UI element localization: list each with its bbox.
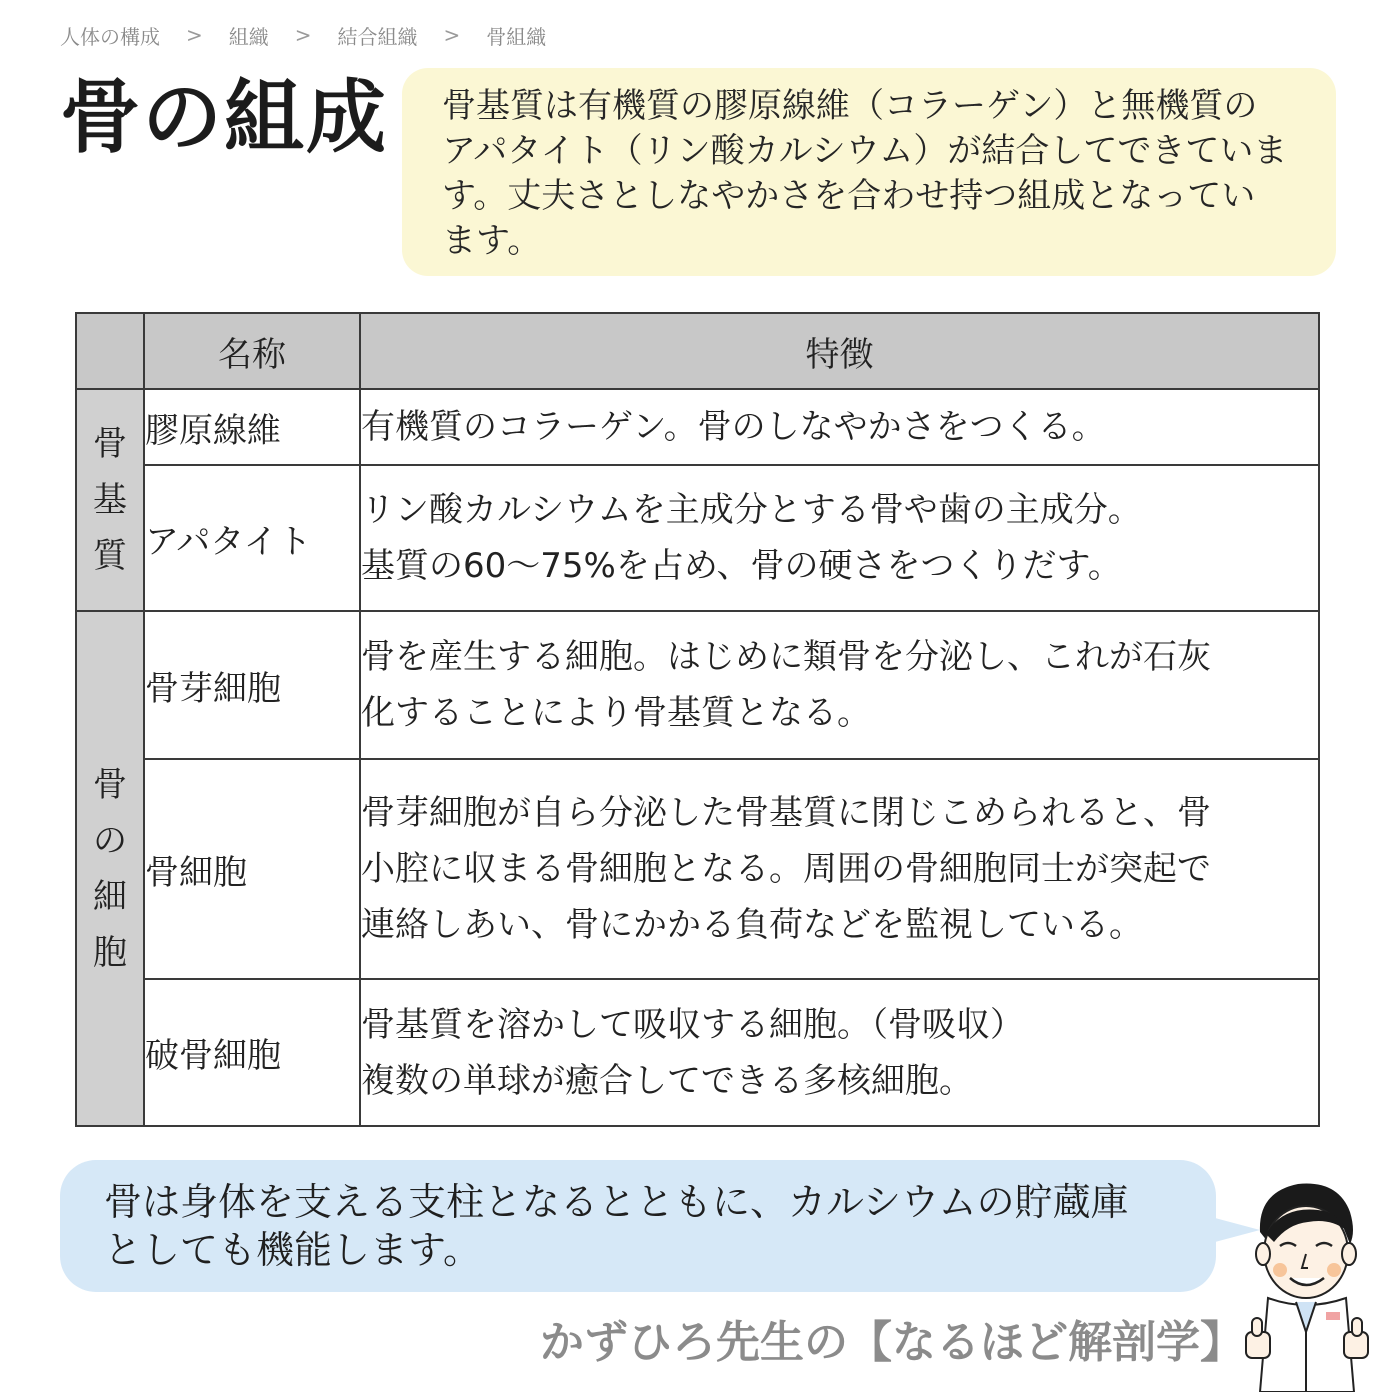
feature-line: 小腔に収まる骨細胞となる。周囲の骨細胞同士が突起で (361, 849, 1211, 889)
group-label-text: 骨の細胞 (93, 764, 127, 973)
table-row (76, 389, 1319, 465)
table-row (76, 611, 1319, 759)
footer-brand: かずひろ先生の【なるほど解剖学】 (540, 1317, 1244, 1368)
feature-line: 化することにより骨基質となる。 (361, 693, 871, 733)
breadcrumb-separator: > (186, 23, 203, 47)
row-name: 骨芽細胞 (144, 611, 360, 759)
row-name: 骨細胞 (144, 759, 360, 979)
feature-line: 骨基質を溶かして吸収する細胞。（骨吸収） (361, 1004, 1024, 1045)
row-feature (360, 611, 1319, 759)
row-feature (360, 389, 1319, 465)
group-label-text: 骨基質 (93, 424, 127, 576)
row-feature (360, 465, 1319, 611)
feature-line: 骨を産生する細胞。はじめに類骨を分泌し、これが石灰 (361, 637, 1211, 677)
header-group-cell (76, 313, 144, 389)
row-feature (360, 979, 1319, 1126)
group-label-bone-cells (76, 611, 144, 1126)
breadcrumb-item-tissue[interactable]: 組織 (228, 24, 269, 49)
header-feature: 特徴 (360, 313, 1319, 389)
note-line: としても機能します。 (104, 1228, 481, 1272)
feature-line: 複数の単球が癒合してできる多核細胞。 (361, 1060, 973, 1101)
group-label-bone-matrix (76, 389, 144, 611)
table-header-row (76, 313, 1319, 389)
table-row (76, 759, 1319, 979)
breadcrumb-item-body-structure[interactable]: 人体の構成 (60, 24, 160, 49)
composition-table-wrap (75, 312, 1320, 1127)
page-title: 骨の組成 (60, 71, 388, 164)
intro-line: 骨基質は有機質の膠原線維（コラーゲン）と無機質の (442, 86, 1258, 126)
intro-box (402, 68, 1336, 276)
breadcrumb-separator: > (294, 23, 312, 47)
row-name: 破骨細胞 (144, 979, 360, 1126)
row-name: 膠原線維 (144, 389, 360, 465)
feature-line: リン酸カルシウムを主成分とする骨や歯の主成分。 (361, 490, 1142, 530)
feature-line: 基質の60〜75%を占め、骨の硬さをつくりだす。 (361, 546, 1122, 586)
table-row (76, 465, 1319, 611)
feature-line: 連絡しあい、骨にかかる負荷などを監視している。 (361, 905, 1143, 945)
feature-line: 有機質のコラーゲン。骨のしなやかさをつくる。 (361, 407, 1106, 447)
row-name: アパタイト (144, 465, 360, 611)
breadcrumb-item-connective-tissue[interactable]: 結合組織 (337, 24, 418, 49)
intro-line: ます。 (442, 221, 542, 261)
speech-bubble-note (60, 1160, 1216, 1292)
breadcrumb-item-bone-tissue[interactable]: 骨組織 (486, 24, 547, 49)
composition-table (75, 312, 1320, 1127)
feature-line: 骨芽細胞が自ら分泌した骨基質に閉じこめられると、骨 (361, 793, 1211, 833)
teacher-mascot-illustration (1238, 1172, 1378, 1392)
breadcrumb (60, 20, 546, 50)
intro-line: アパタイト（リン酸カルシウム）が結合してできていま (442, 131, 1288, 171)
note-line: 骨は身体を支える支柱となるとともに、カルシウムの貯蔵庫 (104, 1180, 1129, 1224)
intro-line: す。丈夫さとしなやかさを合わせ持つ組成となってい (442, 176, 1256, 216)
table-row (76, 979, 1319, 1126)
header-name: 名称 (144, 313, 360, 389)
row-feature (360, 759, 1319, 979)
breadcrumb-separator: > (443, 23, 461, 47)
